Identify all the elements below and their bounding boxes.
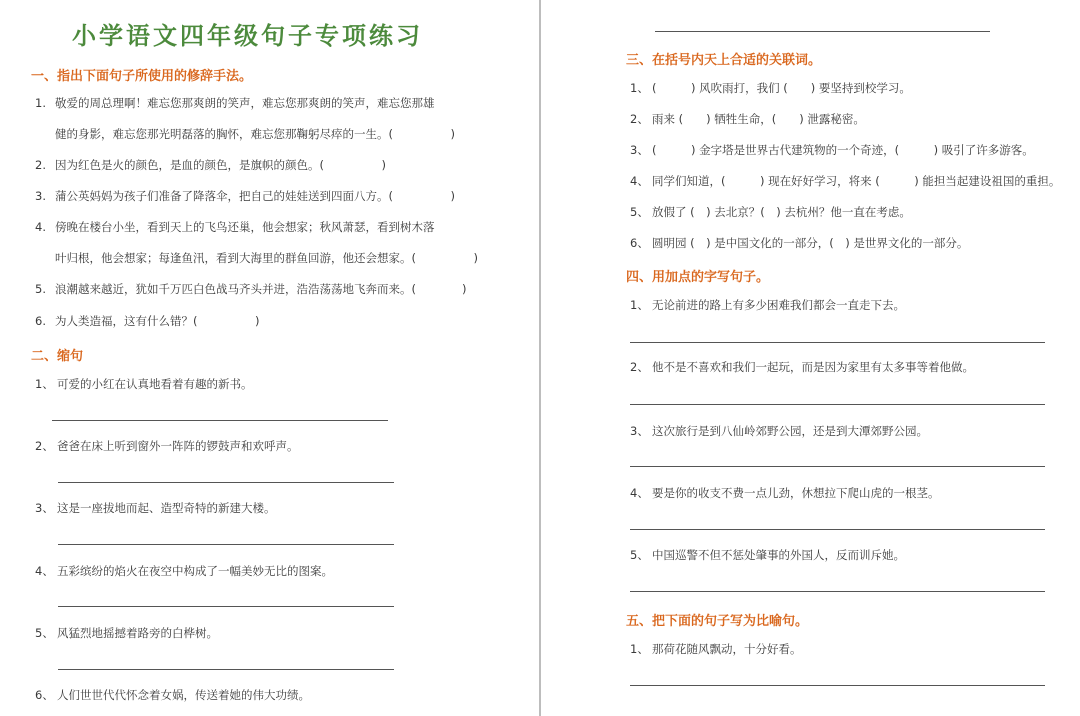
question-item [630,80,911,96]
question-text: 要是你的收支不费一点儿劲，休想拉下爬山虎的一根茎。 [652,486,940,500]
question-item [35,687,310,703]
worksheet-page-right [541,0,1080,716]
question-item [35,219,435,235]
question-number: 6、 [630,236,649,250]
question-item [630,359,974,375]
question-item [35,500,276,516]
question-number: 1、 [35,377,54,391]
answer-line[interactable] [630,342,1045,343]
question-text: 中国巡警不但不惩处肇事的外国人，反而训斥她。 [652,548,905,562]
question-item [630,485,940,501]
section-heading: 五、把下面的句子写为比喻句。 [626,614,809,629]
answer-line[interactable] [630,466,1045,467]
question-text: 健的身影，难忘您那光明磊落的胸怀，难忘您那鞠躬尽瘁的一生。( ) [55,127,455,141]
question-item [35,625,218,641]
question-number: 1. [35,96,46,110]
question-number: 3. [35,189,46,203]
question-text: 敬爱的周总理啊！难忘您那爽朗的笑声，难忘您那爽朗的笑声，难忘您那雄 [55,96,435,110]
answer-line [655,31,990,32]
question-number: 4、 [630,174,649,188]
question-number: 3、 [35,501,54,515]
answer-line[interactable] [630,591,1045,592]
question-number: 4. [35,220,46,234]
worksheet-page-left [0,0,539,716]
question-number: 5、 [35,626,54,640]
question-text: 可爱的小红在认真地看着有趣的新书。 [57,377,253,391]
question-number: 2、 [35,439,54,453]
section-heading: 三、在括号内天上合适的关联词。 [626,53,822,68]
question-number: 2、 [630,360,649,374]
question-item [55,126,455,142]
section-heading: 一、指出下面句子所使用的修辞手法。 [31,69,253,84]
question-text: 叶归根，他会想家；每逢鱼汛，看到大海里的群鱼回游，他还会想家。( ) [55,251,478,265]
question-text: 那荷花随风飘动，十分好看。 [652,642,802,656]
question-item [35,188,455,204]
question-item [35,95,435,111]
question-item [35,157,386,173]
question-item [630,173,1060,189]
question-number: 5. [35,282,46,296]
question-number: 2、 [630,112,649,126]
question-number: 4、 [630,486,649,500]
question-item [630,547,905,563]
question-number: 1、 [630,81,649,95]
question-text: ( ) 金字塔是世界古代建筑物的一个奇迹，( ) 吸引了许多游客。 [652,143,1034,157]
question-item [630,235,968,251]
question-item [630,423,928,439]
question-number: 5、 [630,548,649,562]
answer-line[interactable] [58,482,394,483]
question-text: 无论前进的路上有多少困难我们都会一直走下去。 [652,298,905,312]
question-text: 浪潮越来越近，犹如千万匹白色战马齐头并进，浩浩荡荡地飞奔而来。( ) [55,282,467,296]
answer-line[interactable] [58,669,394,670]
answer-line[interactable] [52,420,388,421]
question-number: 6. [35,314,46,328]
question-text: ( ) 风吹雨打，我们 ( ) 要坚持到校学习。 [652,81,911,95]
question-item [35,313,259,329]
question-text: 雨来 ( ) 牺牲生命，( ) 泄露秘密。 [652,112,865,126]
question-text: 放假了 ( ) 去北京？( ) 去杭州？他一直在考虑。 [652,205,911,219]
question-item [630,111,865,127]
question-text: 人们世世代代怀念着女娲，传送着她的伟大功绩。 [57,688,310,702]
answer-line[interactable] [630,404,1045,405]
question-number: 1、 [630,298,649,312]
section-heading: 四、用加点的字写句子。 [626,270,770,285]
question-number: 2. [35,158,46,172]
worksheet-title: 小学语文四年级句子专项练习 [72,21,423,50]
question-text: 圆明园 ( ) 是中国文化的一部分，( ) 是世界文化的一部分。 [652,236,969,250]
question-text: 蒲公英妈妈为孩子们准备了降落伞，把自己的娃娃送到四面八方。( ) [55,189,455,203]
question-number: 4、 [35,564,54,578]
question-text: 傍晚在楼台小坐，看到天上的飞鸟还巢，他会想家；秋风萧瑟，看到树木落 [55,220,435,234]
question-text: 五彩缤纷的焰火在夜空中构成了一幅美妙无比的图案。 [57,564,333,578]
question-item [630,641,802,657]
question-item [55,250,478,266]
question-item [35,438,299,454]
question-item [630,204,911,220]
question-item [630,297,905,313]
question-text: 因为红色是火的颜色，是血的颜色，是旗帜的颜色。( ) [55,158,386,172]
question-text: 爸爸在床上听到窗外一阵阵的锣鼓声和欢呼声。 [57,439,299,453]
question-text: 这次旅行是到八仙岭郊野公园，还是到大潭郊野公园。 [652,424,928,438]
question-item [35,281,466,297]
question-item [630,142,1034,158]
question-number: 1、 [630,642,649,656]
answer-line[interactable] [630,529,1045,530]
question-text: 风猛烈地摇撼着路旁的白桦树。 [57,626,218,640]
question-number: 6、 [35,688,54,702]
question-text: 为人类造福，这有什么错？( ) [55,314,260,328]
question-text: 同学们知道，( ) 现在好好学习，将来 ( ) 能担当起建设祖国的重担。 [652,174,1061,188]
section-heading: 二、缩句 [31,349,84,364]
question-item [35,376,253,392]
question-number: 3、 [630,424,649,438]
question-number: 3、 [630,143,649,157]
question-number: 5、 [630,205,649,219]
question-item [35,563,333,579]
question-text: 他不是不喜欢和我们一起玩，而是因为家里有太多事等着他做。 [652,360,974,374]
answer-line[interactable] [58,544,394,545]
question-text: 这是一座拔地而起、造型奇特的新建大楼。 [57,501,276,515]
answer-line[interactable] [630,685,1045,686]
answer-line[interactable] [58,606,394,607]
